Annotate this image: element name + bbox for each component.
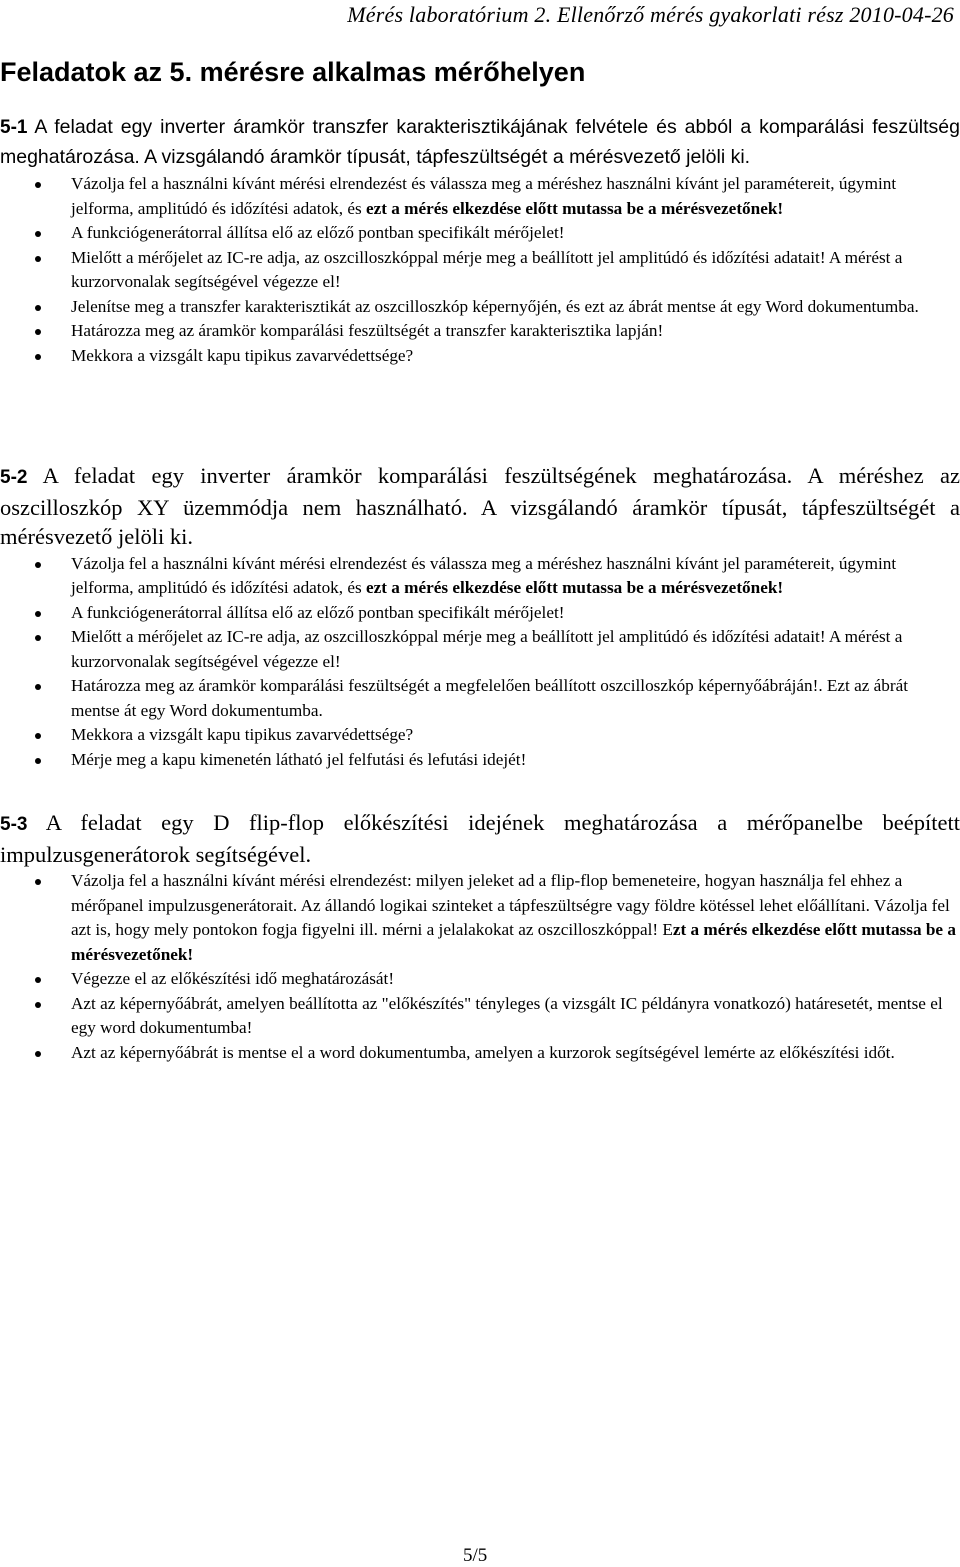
list-item-text: Jelenítse meg a transzfer karakterisztikát az oszcilloszkóp képernyőjén, és ezt az ábrát mentse át egy Word dokumentumba. xyxy=(71,296,919,316)
page-title: Feladatok az 5. mérésre alkalmas mérőhelyen xyxy=(0,57,586,87)
list-item xyxy=(0,723,960,748)
list-item-text: Vázolja fel a használni kívánt mérési elrendezést és válassza meg a méréshez használni kívánt jel paramétereit, úgymint jelforma, amplitúdó és időzítési adatok, és xyxy=(71,553,897,597)
list-item xyxy=(0,172,960,221)
bullet-list xyxy=(0,172,960,368)
task-intro xyxy=(0,461,960,552)
bullet-icon xyxy=(35,684,41,690)
list-item-text: Azt az képernyőábrát is mentse el a word dokumentumba, amelyen a kurzorok segítségével lemérte az előkészítési időt. xyxy=(71,1042,895,1062)
bullet-icon xyxy=(35,305,41,311)
list-item xyxy=(0,601,960,626)
bullet-icon xyxy=(35,879,41,885)
bullet-icon xyxy=(35,635,41,641)
bullet-icon xyxy=(35,256,41,262)
list-item xyxy=(0,748,960,773)
list-item-text: Végezze el az előkészítési idő meghatározását! xyxy=(71,969,395,988)
task-intro xyxy=(0,808,960,869)
list-item-text: Határozza meg az áramkör komparálási feszültségét a megfelelően beállított oszcilloszkóp képernyőábráján!. Ezt az ábrát mentse át egy Word dokumentumba. xyxy=(71,676,909,720)
list-item-emphasis: ezt a mérés elkezdése előtt mutassa be a mérésvezetőnek! xyxy=(365,198,784,218)
bullet-icon xyxy=(35,733,41,739)
task-description: A feladat egy inverter áramkör transzfer karakterisztikájának felvétele és abból a komparálási feszültség meghatározása. A vizsgálandó áramkör típusát, tápfeszültségét a mérésvezető jelöli ki. xyxy=(0,116,960,168)
bullet-icon xyxy=(35,1002,41,1008)
list-item-text: Vázolja fel a használni kívánt mérési elrendezést: milyen jeleket ad a flip-flop bemeneteire, hogyan használja fel ehhez a mérőpanel impulzusgenerátorait. Az állandó logikai szinteket a tápfeszültségre vagy földre kötéssel lehet előállítani. Vázolja fel azt is, hogy mely pontokon fogja figyelni ill. mérni a jelalakokat az oszcilloszkóppal! E xyxy=(71,871,950,939)
list-item-text: Azt az képernyőábrát, amelyen beállította az "előkészítés" tényleges (a vizsgált IC példányra vonatkozó) határesetét, mentse el egy word dokumentumba! xyxy=(71,993,943,1037)
bullet-icon xyxy=(35,329,41,335)
task-section-5-3 xyxy=(0,808,960,1065)
task-number: 5-2 xyxy=(0,467,28,488)
bullet-icon xyxy=(35,562,41,568)
list-item xyxy=(0,1041,960,1066)
bullet-icon xyxy=(35,1051,41,1057)
list-item-text: Mekkora a vizsgált kapu tipikus zavarvédettsége? xyxy=(71,345,414,365)
list-item xyxy=(0,967,960,992)
page-number: 5/5 xyxy=(463,1545,488,1566)
list-item-text: Mérje meg a kapu kimenetén látható jel felfutási és lefutási idejét! xyxy=(71,749,527,769)
list-item xyxy=(0,869,960,967)
list-item-text: Mielőtt a mérőjelet az IC-re adja, az oszcilloszkóppal mérje meg a beállított jel amplitúdó és időzítési adatait! A mérést a kurzorvonalak segítségével végezze el! xyxy=(71,627,903,671)
list-item-text: Határozza meg az áramkör komparálási feszültségét a transzfer karakterisztika lapján! xyxy=(71,321,664,340)
task-description: A feladat egy D flip-flop előkészítési idejének meghatározása a mérőpanelbe beépített impulzusgenerátorok segítségével. xyxy=(0,810,960,867)
list-item xyxy=(0,344,960,369)
bullet-icon xyxy=(35,231,41,237)
bullet-icon xyxy=(35,182,41,188)
page-header: Mérés laboratórium 2. Ellenőrző mérés gyakorlati rész 2010-04-26 xyxy=(347,2,954,27)
task-description: A feladat egy inverter áramkör komparálási feszültségének meghatározása. A méréshez az oszcilloszkóp XY üzemmódja nem használható. A vizsgálandó áramkör típusát, tápfeszültségét a mérésvezető jelöli ki. xyxy=(0,463,960,549)
bullet-icon xyxy=(35,354,41,360)
list-item-emphasis: ezt a mérés elkezdése előtt mutassa be a mérésvezetőnek! xyxy=(365,578,784,597)
list-item xyxy=(0,552,960,601)
bullet-list xyxy=(0,552,960,773)
task-number: 5-3 xyxy=(0,814,28,835)
task-number: 5-1 xyxy=(0,117,28,138)
task-section-5-2 xyxy=(0,461,960,772)
list-item xyxy=(0,625,960,674)
list-item-text: Mielőtt a mérőjelet az IC-re adja, az oszcilloszkóppal mérje meg a beállított jel amplitúdó és időzítési adatait! A mérést a kurzorvonalak segítségével végezze el! xyxy=(71,247,903,291)
bullet-icon xyxy=(35,977,41,983)
list-item xyxy=(0,992,960,1041)
list-item xyxy=(0,295,960,320)
list-item-text: Vázolja fel a használni kívánt mérési elrendezést és válassza meg a méréshez használni kívánt jel paramétereit, úgymint jelforma, amplitúdó és időzítési adatok, és xyxy=(71,174,897,218)
list-item-text: Mekkora a vizsgált kapu tipikus zavarvédettsége? xyxy=(71,725,414,744)
list-item-text: A funkciógenerátorral állítsa elő az előző pontban specifikált mérőjelet! xyxy=(71,602,565,622)
list-item xyxy=(0,221,960,246)
list-item xyxy=(0,319,960,344)
list-item-text: A funkciógenerátorral állítsa elő az előző pontban specifikált mérőjelet! xyxy=(71,223,565,242)
task-section-5-1 xyxy=(0,113,960,368)
bullet-icon xyxy=(35,611,41,617)
list-item-emphasis: zt a mérés elkezdése előtt mutassa be a mérésvezetőnek! xyxy=(71,920,956,964)
task-intro xyxy=(0,113,960,172)
bullet-icon xyxy=(35,758,41,764)
list-item xyxy=(0,246,960,295)
list-item xyxy=(0,674,960,723)
bullet-list xyxy=(0,869,960,1065)
